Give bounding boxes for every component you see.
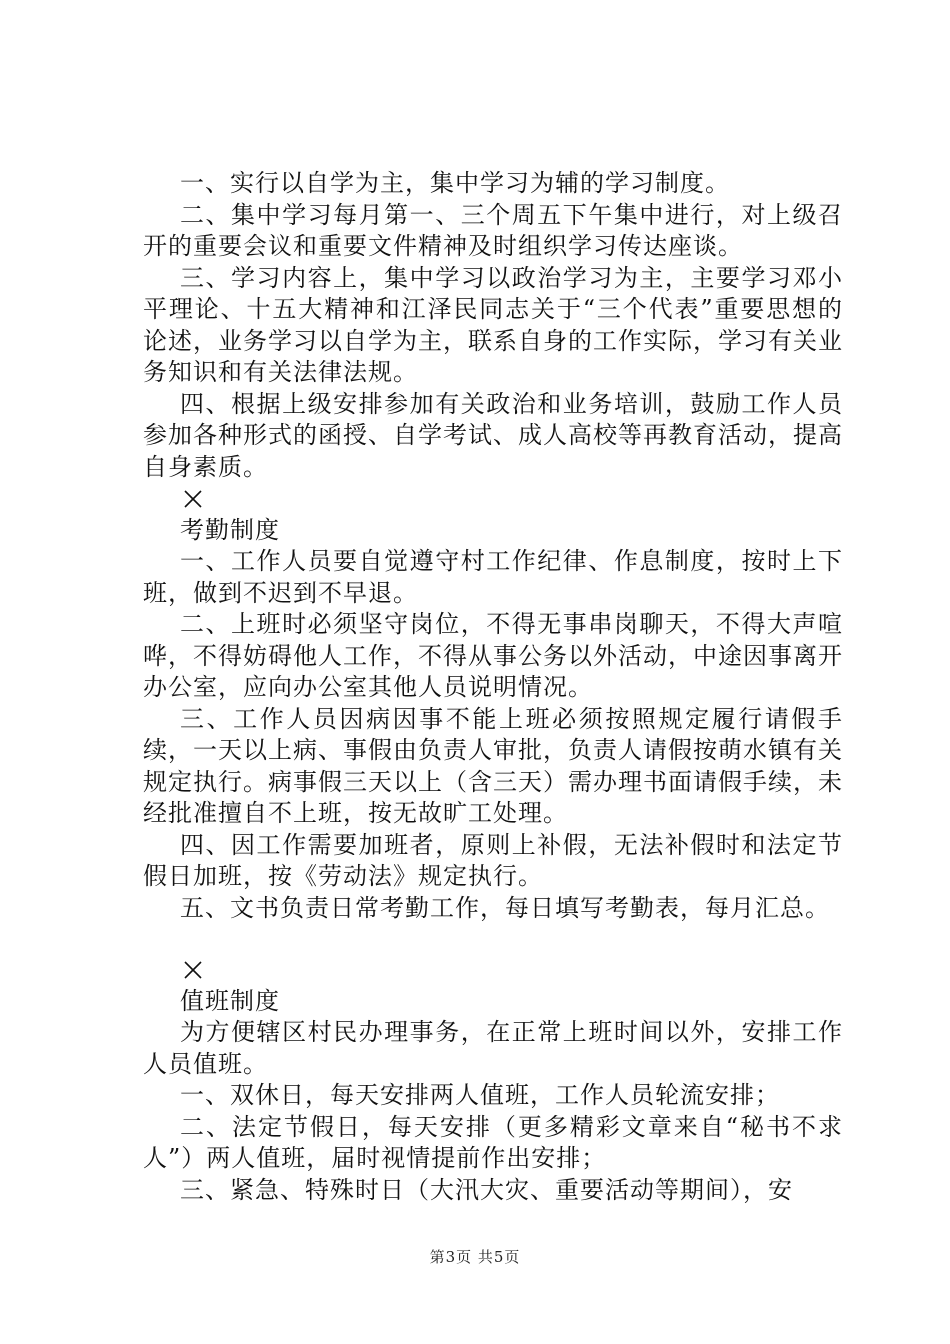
section-separator-1 (143, 483, 843, 515)
cross-icon (183, 960, 203, 980)
duty-paragraph-3: 二、法定节假日，每天安排（更多精彩文章来自“秘书不求人”）两人值班，届时视情提前作出安排； (143, 1112, 843, 1172)
page-number-footer: 第3页 共5页 (429, 1248, 521, 1266)
duty-paragraph-1: 为方便辖区村民办理事务，在正常上班时间以外，安排工作人员值班。 (143, 1018, 843, 1078)
section-separator-2 (143, 954, 843, 986)
study-paragraph-1: 一、实行以自学为主，集中学习为辅的学习制度。 (180, 169, 730, 197)
study-paragraph-2: 二、集中学习每月第一、三个周五下午集中进行，对上级召开的重要会议和重要文件精神及时组织学习传达座谈。 (143, 200, 843, 260)
duty-paragraph-2: 一、双休日，每天安排两人值班，工作人员轮流安排； (180, 1081, 780, 1109)
duty-title: 值班制度 (180, 986, 280, 1015)
attendance-paragraph-5: 五、文书负责日常考勤工作，每日填写考勤表，每月汇总。 (180, 893, 830, 922)
document-body (143, 168, 843, 1206)
blank-line (143, 924, 843, 954)
cross-icon (183, 489, 203, 509)
attendance-paragraph-1: 一、工作人员要自觉遵守村工作纪律、作息制度，按时上下班，做到不迟到不早退。 (143, 547, 843, 607)
attendance-paragraph-3: 三、工作人员因病因事不能上班必须按照规定履行请假手续，一天以上病、事假由负责人审批，负责人请假按萌水镇有关规定执行。病事假三天以上（含三天）需办理书面请假手续，未经批准擅自不上班，按无故旷工处理。 (143, 704, 843, 827)
study-paragraph-4: 四、根据上级安排参加有关政治和业务培训，鼓励工作人员参加各种形式的函授、自学考试、成人高校等再教育活动，提高自身素质。 (143, 389, 843, 481)
attendance-paragraph-4: 四、因工作需要加班者，原则上补假，无法补假时和法定节假日加班，按《劳动法》规定执行。 (143, 830, 843, 890)
study-paragraph-3: 三、学习内容上，集中学习以政治学习为主，主要学习邓小平理论、十五大精神和江泽民同志关于“三个代表”重要思想的论述，业务学习以自学为主，联系自身的工作实际，学习有关业务知识和有关法律法规。 (143, 263, 843, 386)
attendance-title: 考勤制度 (180, 515, 280, 544)
duty-paragraph-4: 三、紧急、特殊时日（大汛大灾、重要活动等期间），安 (180, 1175, 793, 1204)
attendance-paragraph-2: 二、上班时必须坚守岗位，不得无事串岗聊天，不得大声喧哗，不得妨碍他人工作，不得从事公务以外活动，中途因事离开办公室，应向办公室其他人员说明情况。 (143, 610, 843, 701)
